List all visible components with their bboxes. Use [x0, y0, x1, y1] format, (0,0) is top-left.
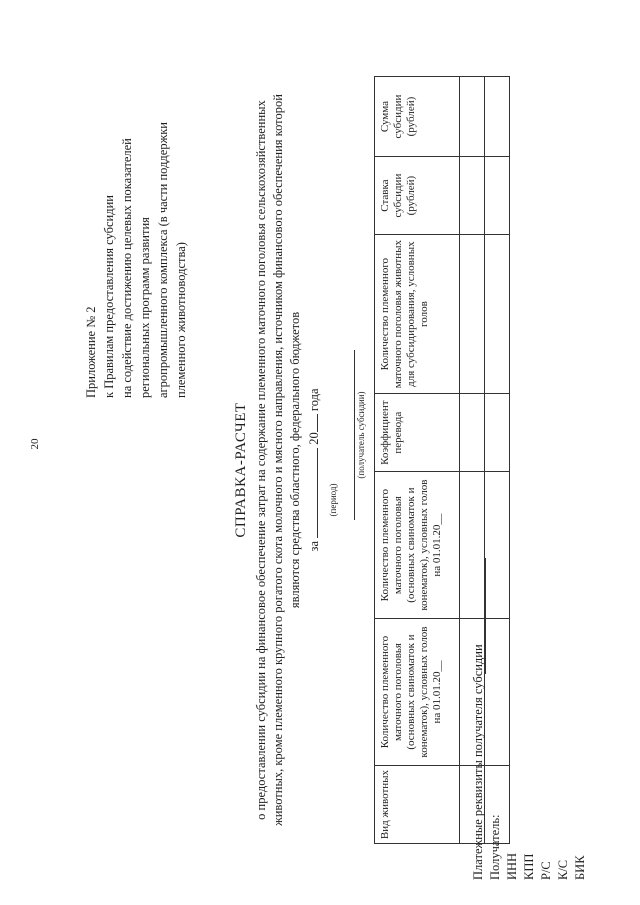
recipient-line: [354, 350, 355, 520]
requisite-field: Р/С: [539, 861, 553, 880]
appendix-line: к Правилам предоставления субсидии: [102, 195, 116, 398]
table-cell: [485, 235, 510, 394]
header-coefficient: Коэффициент перевода: [375, 394, 460, 472]
requisite-field: Получатель:: [488, 814, 502, 880]
requisite-field: К/С: [556, 859, 570, 880]
table-cell: [485, 157, 510, 235]
header-livestock-end: Количество племенного маточного поголовья (основных свиноматок и конематок), условных голов на 01.01.20__: [375, 472, 460, 619]
appendix-block: [82, 68, 190, 398]
appendix-line: на содействие достижению целевых показателей: [120, 138, 134, 398]
recipient-caption: (получатель субсидии): [356, 391, 366, 479]
period-prefix: за: [307, 541, 321, 552]
appendix-line: Приложение № 2: [84, 306, 98, 398]
header-amount: Сумма субсидии (рублей): [375, 77, 460, 157]
period-year-prefix: 20: [307, 432, 321, 445]
table-cell: [460, 157, 485, 235]
period-caption: (период): [328, 483, 338, 517]
rotated-document: [60, 60, 620, 880]
requisites-underline: [485, 558, 486, 674]
table-header-row: [375, 77, 460, 844]
header-animal-type: Вид животных: [375, 765, 460, 843]
appendix-line: региональных программ развития: [138, 217, 152, 398]
appendix-line: племенного животноводства): [174, 242, 188, 398]
table-cell: [460, 77, 485, 157]
header-livestock-subsidized: Количество племенного маточного поголовья животных для субсидирования, условных голов: [375, 235, 460, 394]
requisite-field: ИНН: [505, 852, 519, 880]
payment-requisites: [470, 644, 589, 880]
page-number: 20: [29, 438, 41, 450]
document-title: СПРАВКА-РАСЧЕТ: [233, 402, 249, 538]
requisite-field: КПП: [522, 853, 536, 880]
period-suffix: года: [307, 388, 321, 412]
document-description: о предоставлении субсидии на финансовое обеспечение затрат на содержание племенного маточного поголовья сельскохозяйственных животных, кроме племенного крупного рогатого скота молочного и мясного направления, источником финансового обеспечения которой являются средства областного, федерального бюджетов: [254, 94, 302, 826]
period-blank: [305, 448, 318, 538]
header-rate: Ставка субсидии (рублей): [375, 157, 460, 235]
header-livestock-start: Количество племенного маточного поголовья (основных свиноматок и конематок), условных голов на 01.01.20__: [375, 619, 460, 766]
table-cell: [485, 472, 510, 619]
table-cell: [460, 472, 485, 619]
table-cell: [460, 235, 485, 394]
table-cell: [460, 394, 485, 472]
appendix-line: агропромышленного комплекса (в части поддержки: [156, 122, 170, 398]
requisites-heading: Платежные реквизиты получателя субсидии: [471, 644, 485, 880]
table-cell: [485, 77, 510, 157]
period-year-blank: [305, 414, 318, 432]
requisite-field: БИК: [573, 855, 587, 880]
period-line: [305, 60, 322, 880]
table-cell: [485, 394, 510, 472]
